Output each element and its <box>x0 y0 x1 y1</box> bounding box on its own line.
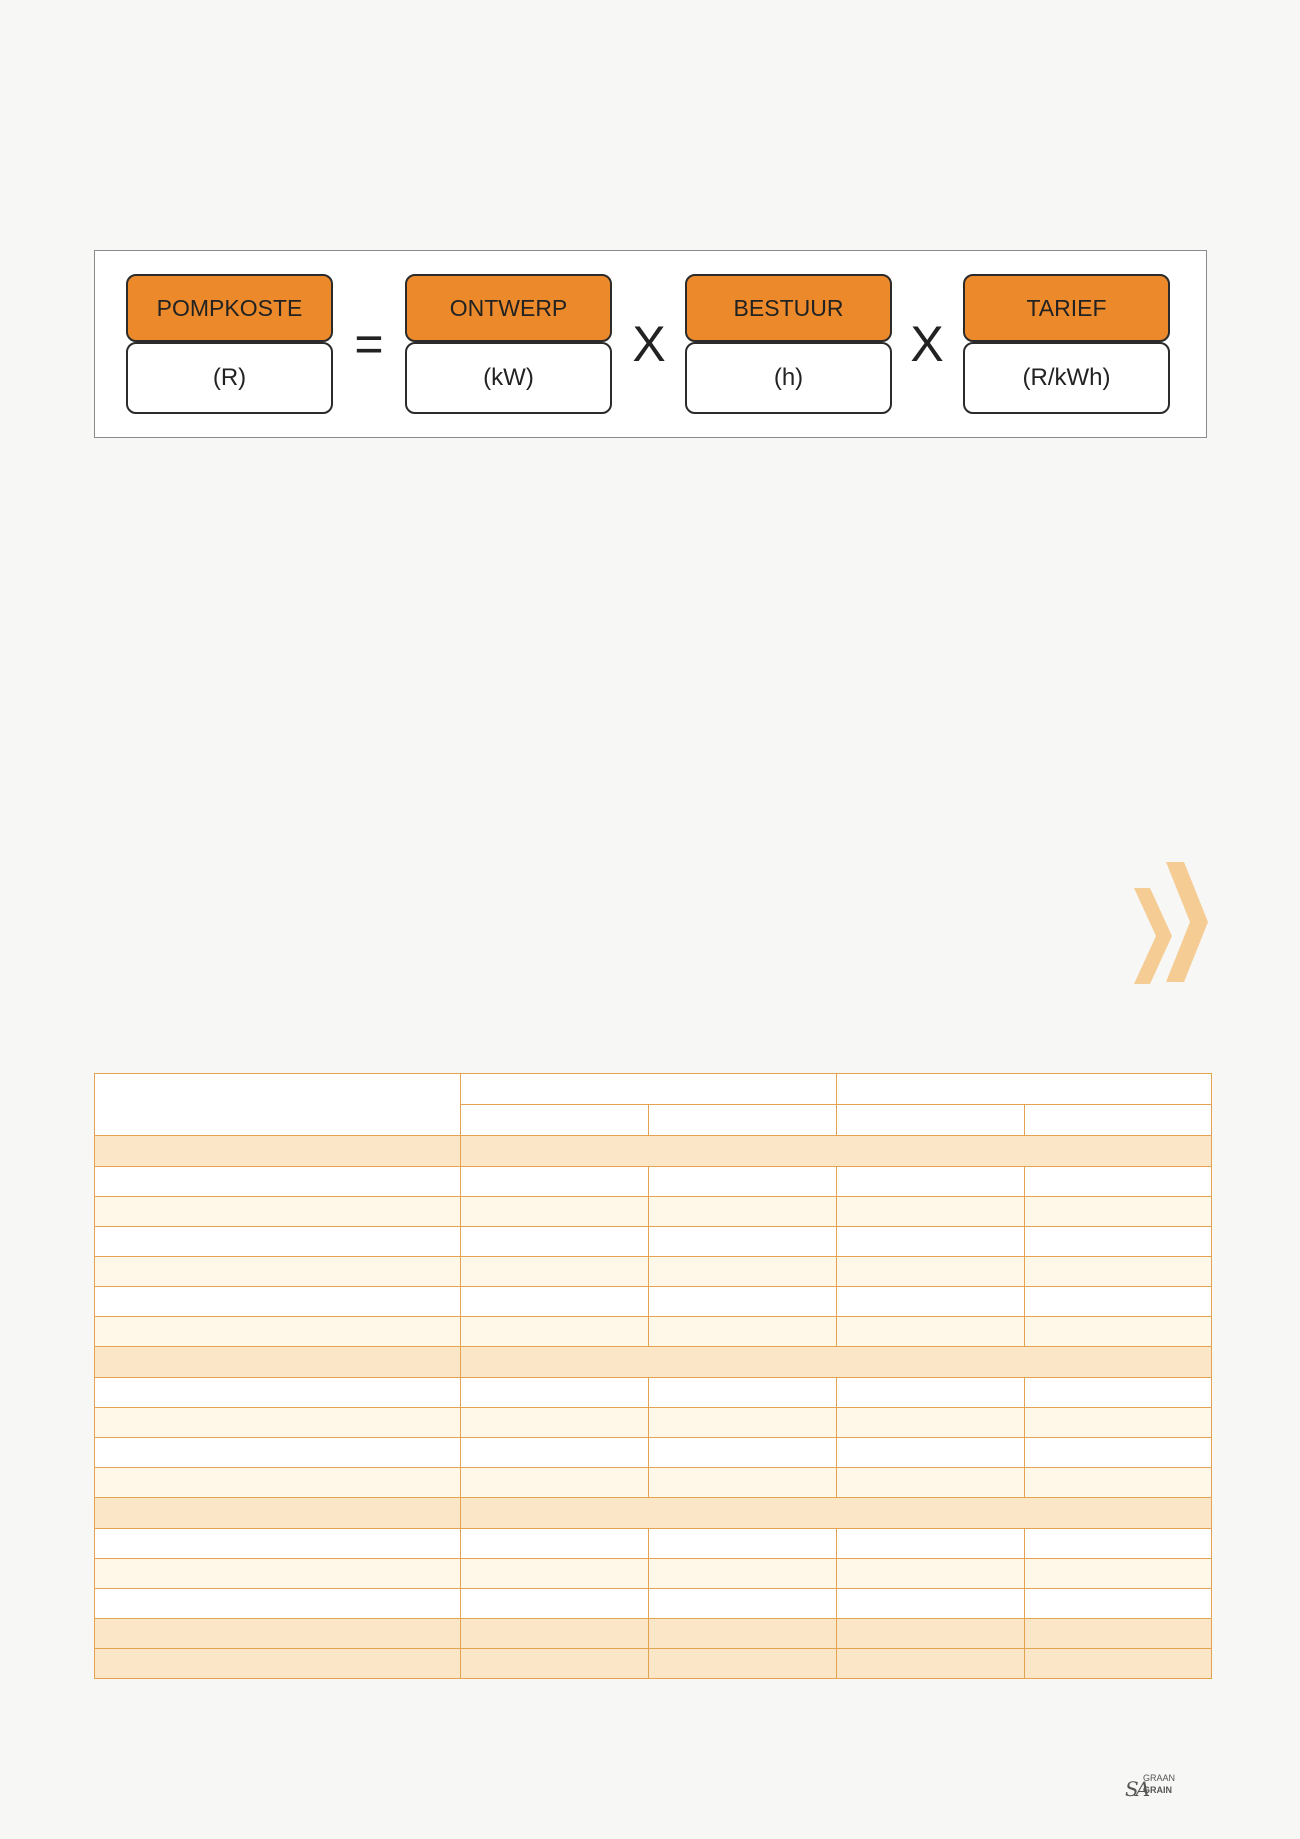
table-cell <box>461 1438 649 1468</box>
table-header-row <box>95 1074 1212 1105</box>
table-cell <box>461 1408 649 1438</box>
table-row <box>95 1529 1212 1559</box>
table-cell <box>461 1559 649 1589</box>
table-cell <box>95 1257 461 1287</box>
table-cell <box>1025 1589 1212 1619</box>
table-cell <box>1025 1257 1212 1287</box>
pump-cost-formula <box>94 250 1207 438</box>
header-cell <box>649 1105 837 1136</box>
table-row <box>95 1257 1212 1287</box>
section-row <box>95 1347 1212 1378</box>
header-group-cell <box>461 1074 837 1105</box>
table-cell <box>1025 1438 1212 1468</box>
table-cell <box>837 1589 1025 1619</box>
formula-term-unit: (R) <box>126 342 333 414</box>
header-cell <box>837 1105 1025 1136</box>
section-label-cell <box>95 1347 461 1378</box>
table-row <box>95 1559 1212 1589</box>
formula-term-label: BESTUUR <box>685 274 892 342</box>
table-cell <box>95 1468 461 1498</box>
table-cell <box>649 1529 837 1559</box>
table-row <box>95 1619 1212 1649</box>
table-cell <box>649 1378 837 1408</box>
table-cell <box>649 1438 837 1468</box>
table-cell <box>649 1197 837 1227</box>
section-span-cell <box>461 1498 1212 1529</box>
table-cell <box>1025 1649 1212 1679</box>
logo-grain: GRAIN <box>1143 1785 1172 1795</box>
section-span-cell <box>461 1136 1212 1167</box>
double-chevron-right-icon <box>1128 858 1208 984</box>
formula-term-tarief <box>963 274 1170 414</box>
formula-term-ontwerp <box>405 274 612 414</box>
header-cell <box>461 1105 649 1136</box>
table-cell <box>837 1197 1025 1227</box>
table-row <box>95 1197 1212 1227</box>
table-cell <box>95 1197 461 1227</box>
formula-term-unit: (kW) <box>405 342 612 414</box>
header-cell <box>95 1074 461 1136</box>
table-row <box>95 1649 1212 1679</box>
table-cell <box>837 1649 1025 1679</box>
formula-term-label: TARIEF <box>963 274 1170 342</box>
formula-term-pompkoste <box>126 274 333 414</box>
table-cell <box>837 1408 1025 1438</box>
table-cell <box>461 1589 649 1619</box>
table-cell <box>837 1167 1025 1197</box>
table-cell <box>649 1408 837 1438</box>
table-cell <box>1025 1529 1212 1559</box>
table-cell <box>1025 1408 1212 1438</box>
table-cell <box>837 1529 1025 1559</box>
table-cell <box>1025 1468 1212 1498</box>
logo-graan: GRAAN <box>1143 1773 1176 1783</box>
table-cell <box>649 1559 837 1589</box>
table-cell <box>649 1468 837 1498</box>
table-cell <box>837 1257 1025 1287</box>
table-row <box>95 1589 1212 1619</box>
table-cell <box>95 1649 461 1679</box>
section-span-cell <box>461 1347 1212 1378</box>
table-cell <box>461 1529 649 1559</box>
table-cell <box>461 1227 649 1257</box>
logo-sa: SA <box>1125 1777 1148 1801</box>
table-row <box>95 1408 1212 1438</box>
sa-graan-grain-logo <box>1125 1773 1185 1801</box>
table-cell <box>837 1227 1025 1257</box>
table-cell <box>649 1649 837 1679</box>
header-group-cell <box>837 1074 1212 1105</box>
table-cell <box>95 1619 461 1649</box>
table-row <box>95 1167 1212 1197</box>
data-table <box>94 1073 1212 1679</box>
table-cell <box>95 1408 461 1438</box>
table-cell <box>649 1167 837 1197</box>
formula-term-unit: (h) <box>685 342 892 414</box>
table-cell <box>461 1287 649 1317</box>
table-cell <box>837 1378 1025 1408</box>
table-cell <box>461 1317 649 1347</box>
table-cell <box>95 1317 461 1347</box>
formula-term-label: ONTWERP <box>405 274 612 342</box>
table-cell <box>95 1438 461 1468</box>
table-cell <box>1025 1619 1212 1649</box>
table-cell <box>837 1287 1025 1317</box>
table-cell <box>1025 1167 1212 1197</box>
table-cell <box>461 1167 649 1197</box>
section-label-cell <box>95 1498 461 1529</box>
table-cell <box>95 1529 461 1559</box>
table-cell <box>1025 1287 1212 1317</box>
table-cell <box>837 1468 1025 1498</box>
table-cell <box>95 1287 461 1317</box>
table-cell <box>461 1468 649 1498</box>
table-cell <box>1025 1227 1212 1257</box>
table-cell <box>1025 1317 1212 1347</box>
table-cell <box>95 1167 461 1197</box>
table-row <box>95 1438 1212 1468</box>
table-row <box>95 1378 1212 1408</box>
table-cell <box>461 1619 649 1649</box>
table-cell <box>649 1317 837 1347</box>
table-cell <box>837 1438 1025 1468</box>
equals-operator: = <box>354 316 384 372</box>
multiply-operator: X <box>910 316 944 372</box>
table-cell <box>837 1559 1025 1589</box>
table-row <box>95 1317 1212 1347</box>
table-cell <box>837 1619 1025 1649</box>
table-cell <box>649 1257 837 1287</box>
table-cell <box>95 1378 461 1408</box>
table-row <box>95 1468 1212 1498</box>
multiply-operator: X <box>632 316 666 372</box>
formula-term-label: POMPKOSTE <box>126 274 333 342</box>
table-cell <box>837 1317 1025 1347</box>
table-cell <box>461 1649 649 1679</box>
table-cell <box>95 1589 461 1619</box>
table-cell <box>461 1197 649 1227</box>
table-cell <box>95 1559 461 1589</box>
table-cell <box>1025 1378 1212 1408</box>
table-cell <box>1025 1197 1212 1227</box>
section-row <box>95 1136 1212 1167</box>
formula-term-bestuur <box>685 274 892 414</box>
table-row <box>95 1227 1212 1257</box>
table-cell <box>649 1227 837 1257</box>
table-cell <box>95 1227 461 1257</box>
table-cell <box>649 1619 837 1649</box>
table-cell <box>461 1257 649 1287</box>
section-label-cell <box>95 1136 461 1167</box>
table-cell <box>649 1287 837 1317</box>
section-row <box>95 1498 1212 1529</box>
table-cell <box>461 1378 649 1408</box>
formula-term-unit: (R/kWh) <box>963 342 1170 414</box>
table-cell <box>1025 1559 1212 1589</box>
table-cell <box>649 1589 837 1619</box>
table-row <box>95 1287 1212 1317</box>
header-cell <box>1025 1105 1212 1136</box>
